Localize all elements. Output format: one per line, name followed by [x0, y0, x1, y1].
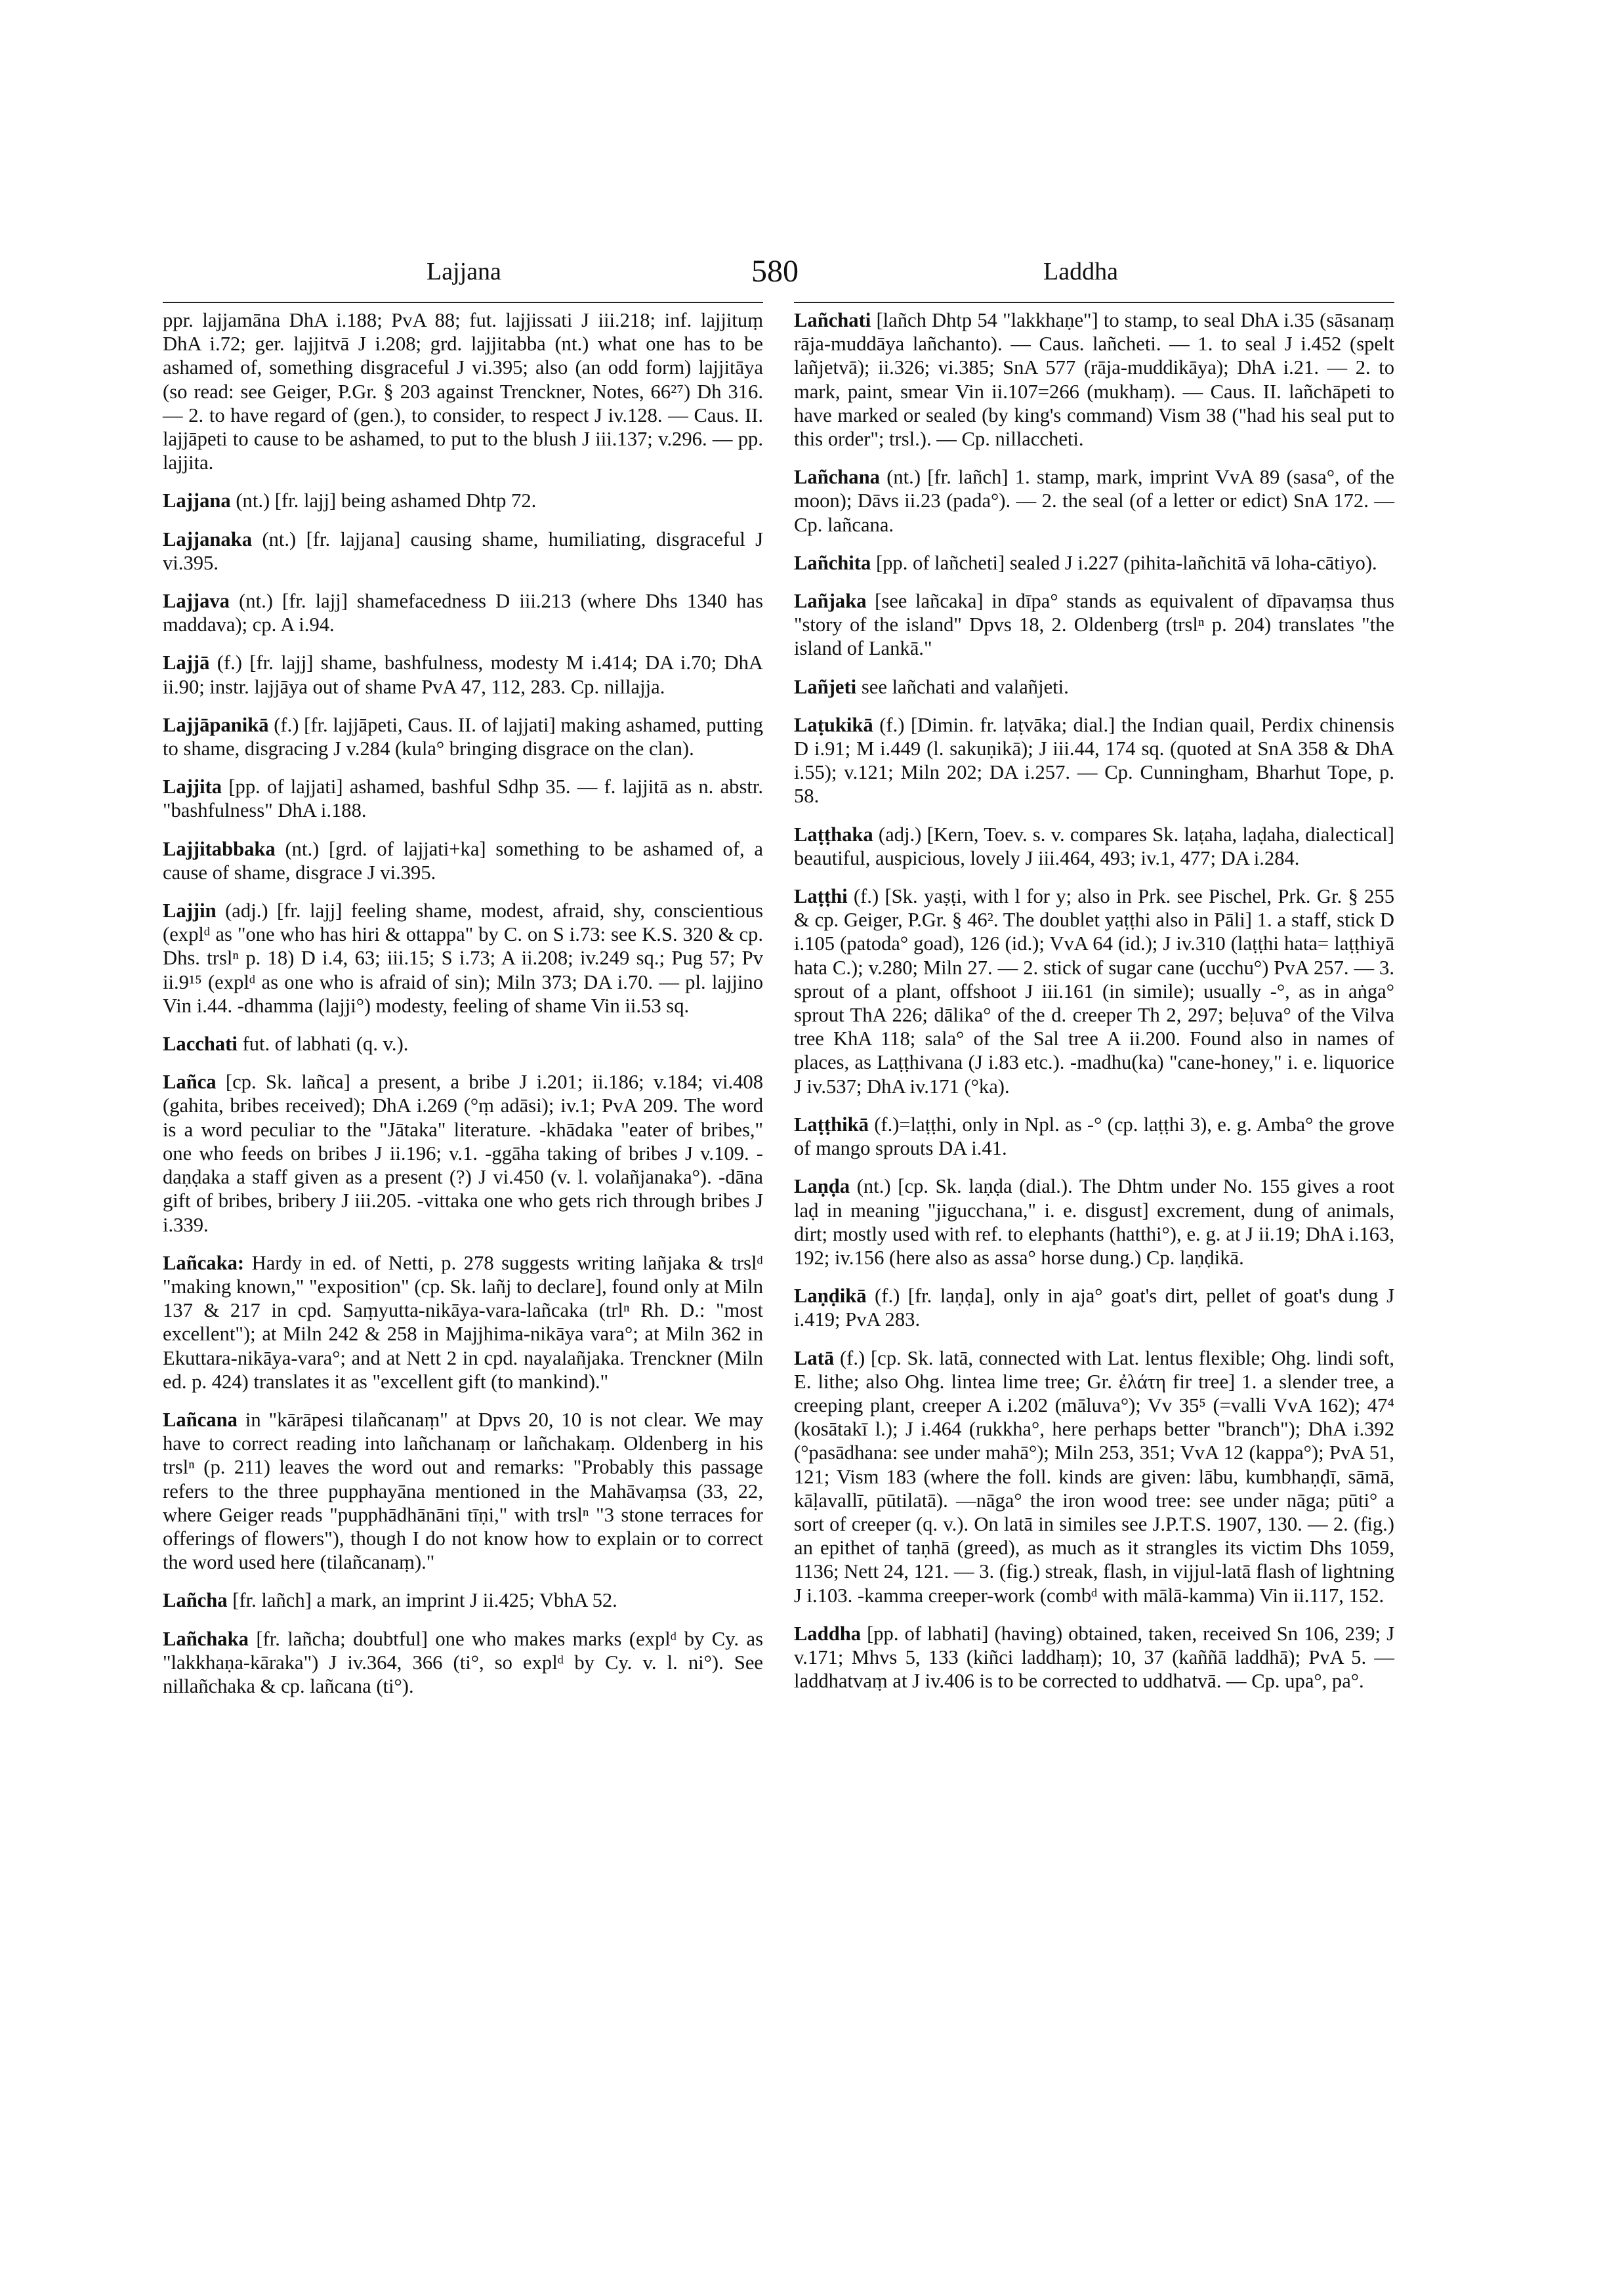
- headword: Lañchana: [794, 466, 880, 489]
- entry-text: (f.)=laṭṭhi, only in Npl. as -° (cp. laṭṭhi 3), e. g. Amba° the grove of mango sprouts DA i.41.: [794, 1113, 1394, 1160]
- headword: Laṭṭhi: [794, 885, 848, 908]
- dictionary-entry: [163, 1627, 763, 1699]
- dictionary-entry: [794, 465, 1394, 537]
- entry-text: [pp. of lajjati] ashamed, bashful Sdhp 35. — f. lajjitā as n. abstr. "bashfulness" DhA i.188.: [163, 775, 763, 822]
- dictionary-entry: [163, 713, 763, 760]
- dictionary-entry: [794, 713, 1394, 808]
- entry-text: (nt.) [fr. lajj] being ashamed Dhtp 72.: [230, 489, 537, 512]
- dictionary-entry: [794, 823, 1394, 870]
- entry-text: (f.) [Sk. yaṣṭi, with l for y; also in Prk. see Pischel, Prk. Gr. § 255 & cp. Geiger, P.Gr. § 46². The doublet yaṭṭhi also in Pāli] 1. a staff, stick D i.105 (patoda° goad), 126 (id.); VvA 64 (id.); J iv.310 (laṭṭhi hata= laṭṭhiyā hata C.); v.280; Miln 27. — 2. stick of sugar cane (ucchu°) PvA 257. — 3. sprout of a plant, offshoot J iii.161 (in simile); usually -°, as in aṅga° sprout ThA 226; dālika° of the d. creeper Th 2, 297; beḷuva° of the Vilva tree KhA 118; sala° of the Sal tree A ii.200. Found also in names of places, as Laṭṭhivana (J i.83 etc.). -madhu(ka) "cane-honey," i. e. liquorice J iv.537; DhA iv.171 (°ka).: [794, 885, 1394, 1098]
- entry-text: (nt.) [fr. lañch] 1. stamp, mark, imprint VvA 89 (sasa°, of the moon); Dāvs ii.23 (pada°). — 2. the seal (of a letter or edict) SnA 172. — Cp. lañcana.: [794, 466, 1394, 536]
- headword: Lañchaka: [163, 1627, 249, 1650]
- entry-text: [fr. lañch] a mark, an imprint J ii.425; VbhA 52.: [227, 1589, 617, 1612]
- dictionary-entry: [163, 489, 763, 512]
- headword: Lajjana: [163, 489, 231, 512]
- entry-text: [lañch Dhtp 54 "lakkhaṇe"] to stamp, to seal DhA i.35 (sāsanaṃ rāja-muddāya lañchanto). — Caus. lañcheti. — 1. to seal J i.452 (spelt lañjetvā); ii.326; vi.385; SnA 577 (rāja-muddikāya); DhA i.21. — 2. to mark, paint, smear Vin ii.107=266 (mukhaṃ). — Caus. II. lañchāpeti to have marked or sealed (by king's command) Vism 38 ("had his seal put to this order"; trsl.). — Cp. nillaccheti.: [794, 309, 1394, 451]
- left-column: [163, 308, 763, 1712]
- headword: Lañjeti: [794, 675, 857, 698]
- page-number: 580: [751, 254, 799, 289]
- headword: Laṭṭhikā: [794, 1113, 869, 1136]
- dictionary-entry: [163, 527, 763, 575]
- entry-text: in "kārāpesi tilañcanaṃ" at Dpvs 20, 10 is not clear. We may have to correct reading into lañchanaṃ or lañchakaṃ. Oldenberg in his trslⁿ (p. 211) leaves the word out and remarks: "Probably this passage refers to the three pupphayāna mentioned in the Mahāvaṃsa (33, 22, where Geiger reads "pupphādhānāni tīṇi," with trslⁿ "3 stone terraces for offerings of flowers"), though I do not know how to explain or to correct the word used here (tilañcanaṃ).": [163, 1408, 763, 1574]
- running-head-right: Laddha: [1043, 258, 1118, 285]
- headword: Lañca: [163, 1071, 217, 1094]
- headword: Lañcana: [163, 1408, 238, 1431]
- headword: Laṇḍikā: [794, 1285, 867, 1308]
- entry-text: ppr. lajjamāna DhA i.188; PvA 88; fut. lajjissati J iii.218; inf. lajjituṃ DhA i.72; ger. lajjitvā J i.208; grd. lajjitabba (nt.) what one has to be ashamed of, something disgraceful J vi.395; also (an odd form) lajjitāya (so read: see Geiger, P.Gr. § 203 against Trenckner, Notes, 66²⁷) Dh 316. — 2. to have regard of (gen.), to consider, to respect J iv.128. — Caus. II. lajjāpeti to cause to be ashamed, to put to the blush J iii.137; v.296. — pp. lajjita.: [163, 309, 763, 474]
- headword: Lajjin: [163, 899, 217, 922]
- left-column-rule: [163, 302, 763, 303]
- headword: Lañchati: [794, 309, 871, 331]
- entry-text: (nt.) [cp. Sk. laṇḍa (dial.). The Dhtm under No. 155 gives a root laḍ in meaning "jigucchana," i. e. disgust] excrement, dung of animals, dirt; mostly used with ref. to elephants (hatthi°), e. g. at J ii.19; DhA i.163, 192; iv.156 (here also as assa° horse dung.) Cp. laṇḍikā.: [794, 1175, 1394, 1269]
- entry-text: Hardy in ed. of Netti, p. 278 suggests writing lañjaka & trslᵈ "making known," "exposition" (cp. Sk. lañj to declare], found only at Miln 137 & 217 in cpd. Saṃyutta-nikāya-vara-lañcaka (trlⁿ Rh. D.: "most excellent"); at Miln 242 & 258 in Majjhima-nikāya vara°; at Miln 362 in Ekuttara-nikāya-vara°; and at Nett 2 in cpd. nayalañjaka. Trenckner (Miln ed. p. 424) translates it as "excellent gift (to mankind).": [163, 1251, 763, 1393]
- headword: Lañchita: [794, 551, 871, 574]
- dictionary-entry: [794, 1284, 1394, 1331]
- entry-text: (adj.) [Kern, Toev. s. v. compares Sk. laṭaha, laḍaha, dialectical] beautiful, auspicious, lovely J iii.464, 493; iv.1, 477; DA i.284.: [794, 823, 1394, 869]
- dictionary-entry: [163, 308, 763, 474]
- page-header: [0, 254, 1624, 303]
- entry-text: (f.) [fr. lajjāpeti, Caus. II. of lajjati] making ashamed, putting to shame, disgracing J v.284 (kula° bringing disgrace on the clan).: [163, 713, 763, 760]
- entry-text: (f.) [fr. lajj] shame, bashfulness, modesty M i.414; DA i.70; DhA ii.90; instr. lajjāya out of shame PvA 47, 112, 283. Cp. nillajja.: [163, 651, 763, 698]
- entry-text: [pp. of lañcheti] sealed J i.227 (pihita-lañchitā vā loha-cātiyo).: [871, 551, 1377, 574]
- headword: Laddha: [794, 1622, 862, 1645]
- headword: Lajjā: [163, 651, 210, 674]
- right-column-rule: [794, 302, 1394, 303]
- dictionary-entry: [794, 551, 1394, 575]
- headword: Lajjāpanikā: [163, 713, 269, 736]
- running-head-left: Lajjana: [427, 258, 501, 285]
- entry-text: fut. of labhati (q. v.).: [237, 1033, 409, 1056]
- dictionary-entry: [163, 837, 763, 884]
- entry-text: (nt.) [fr. lajj] shamefacedness D iii.213 (where Dhs 1340 has maddava); cp. A i.94.: [163, 590, 763, 636]
- headword: Laṭṭhaka: [794, 823, 873, 846]
- dictionary-entry: [794, 884, 1394, 1098]
- entry-text: (nt.) [grd. of lajjati+ka] something to be ashamed of, a cause of shame, disgrace J vi.395.: [163, 837, 763, 884]
- dictionary-entry: [794, 589, 1394, 661]
- dictionary-entry: [163, 651, 763, 698]
- dictionary-entry: [794, 675, 1394, 699]
- dictionary-entry: [794, 308, 1394, 451]
- headword: Latā: [794, 1346, 835, 1369]
- headword: Lajjita: [163, 775, 222, 798]
- headword: Lañcaka:: [163, 1251, 245, 1274]
- entry-text: see lañchati and valañjeti.: [856, 675, 1069, 698]
- entry-text: [see lañcaka] in dīpa° stands as equivalent of dīpavaṃsa thus "story of the island" Dpvs 18, 2. Oldenberg (trslⁿ p. 204) translates "the island of Lankā.": [794, 590, 1394, 660]
- entry-text: (adj.) [fr. lajj] feeling shame, modest, afraid, shy, conscientious (explᵈ as "one who has hiri & ottappa" by C. on S i.73: see K.S. 320 & cp. Dhs. trslⁿ p. 18) D i.4, 63; iii.15; S i.73; A ii.208; iv.249 sq.; Pug 57; Pv ii.9¹⁵ (explᵈ as one who is afraid of sin); Miln 373; DA i.70. — pl. lajjino Vin i.44. -dhamma (lajji°) modesty, feeling of shame Vin ii.53 sq.: [163, 899, 763, 1017]
- dictionary-entry: [163, 1032, 763, 1056]
- headword: Lañcha: [163, 1589, 228, 1612]
- dictionary-entry: [794, 1622, 1394, 1693]
- dictionary-entry: [163, 589, 763, 636]
- entry-text: [cp. Sk. lañca] a present, a bribe J i.201; ii.186; v.184; vi.408 (gahita, bribes received); DhA i.269 (°ṃ adāsi); iv.1; PvA 209. The word is a word peculiar to the "Jātaka" literature. -khādaka "eater of bribes," one who feeds on bribes J ii.196; v.1. -ggāha taking of bribes J v.109. -daṇḍaka a staff given as a present (?) J vi.450 (v. l. volañjanaka°). -dāna gift of bribes, bribery J iii.205. -vittaka one who gets rich through bribes J i.339.: [163, 1071, 763, 1236]
- dictionary-entry: [163, 1588, 763, 1612]
- dictionary-entry: [163, 1070, 763, 1236]
- entry-text: (f.) [fr. laṇḍa], only in aja° goat's dirt, pellet of goat's dung J i.419; PvA 283.: [794, 1285, 1394, 1331]
- dictionary-entry: [794, 1113, 1394, 1160]
- entry-text: [pp. of labhati] (having) obtained, taken, received Sn 106, 239; J v.171; Mhvs 5, 133 (kiñci laddhaṃ); 10, 37 (kaññā laddhā); PvA 5. —laddhatvaṃ at J iv.406 is to be corrected to uddhatvā. — Cp. upa°, pa°.: [794, 1622, 1394, 1693]
- headword: Laṭukikā: [794, 713, 873, 736]
- headword: Lacchati: [163, 1033, 238, 1056]
- dictionary-entry: [163, 1251, 763, 1394]
- headword: Lajjava: [163, 590, 230, 613]
- entry-text: [fr. lañcha; doubtful] one who makes marks (explᵈ by Cy. as "lakkhaṇa-kāraka") J iv.364, 366 (ti°, so explᵈ by Cy. v. l. ni°). See nillañchaka & cp. lañcana (ti°).: [163, 1627, 763, 1697]
- entry-text: (f.) [Dimin. fr. laṭvāka; dial.] the Indian quail, Perdix chinensis D i.91; M i.449 (l. sakuṇikā); J iii.44, 174 sq. (quoted at SnA 358 & DhA i.55); v.121; Miln 202; DA i.257. — Cp. Cunningham, Bharhut Tope, p. 58.: [794, 713, 1394, 808]
- entry-text: (f.) [cp. Sk. latā, connected with Lat. lentus flexible; Ohg. lindi soft, E. lithe; also Ohg. lintea lime tree; Gr. ἐλάτη fir tree] 1. a slender tree, a creeping plant, creeper A i.202 (māluva°); Vv 35⁵ (=valli VvA 162); 47⁴ (kosātakī l.); J i.464 (rukkha°, here perhaps better "branch"); DhA i.392 (°pasādhana: see under mahā°); Miln 253, 351; VvA 12 (kappa°); PvA 51, 121; Vism 183 (where the foll. kinds are given: lābu, kumbhaṇḍī, sāmā, kāḷavallī, pūtilatā). —nāga° the iron wood tree: see under nāga; pūti° a sort of creeper (q. v.). On latā in similes see J.P.T.S. 1907, 130. — 2. (fig.) an epithet of taṇhā (greed), as much as it strangles its victim Dhs 1059, 1136; Nett 24, 121. — 3. (fig.) streak, flash, in vijjul-latā flash of lightning J i.103. -kamma creeper-work (combᵈ with mālā-kamma) Vin ii.117, 152.: [794, 1346, 1394, 1607]
- right-column: [794, 308, 1394, 1707]
- entry-text: (nt.) [fr. lajjana] causing shame, humiliating, disgraceful J vi.395.: [163, 527, 763, 574]
- dictionary-entry: [794, 1174, 1394, 1270]
- headword: Lajjitabbaka: [163, 837, 276, 860]
- headword: Laṇḍa: [794, 1175, 850, 1198]
- dictionary-entry: [794, 1346, 1394, 1607]
- dictionary-entry: [163, 899, 763, 1018]
- dictionary-entry: [163, 775, 763, 822]
- dictionary-entry: [163, 1408, 763, 1574]
- headword: Lajjanaka: [163, 527, 252, 550]
- headword: Lañjaka: [794, 590, 867, 613]
